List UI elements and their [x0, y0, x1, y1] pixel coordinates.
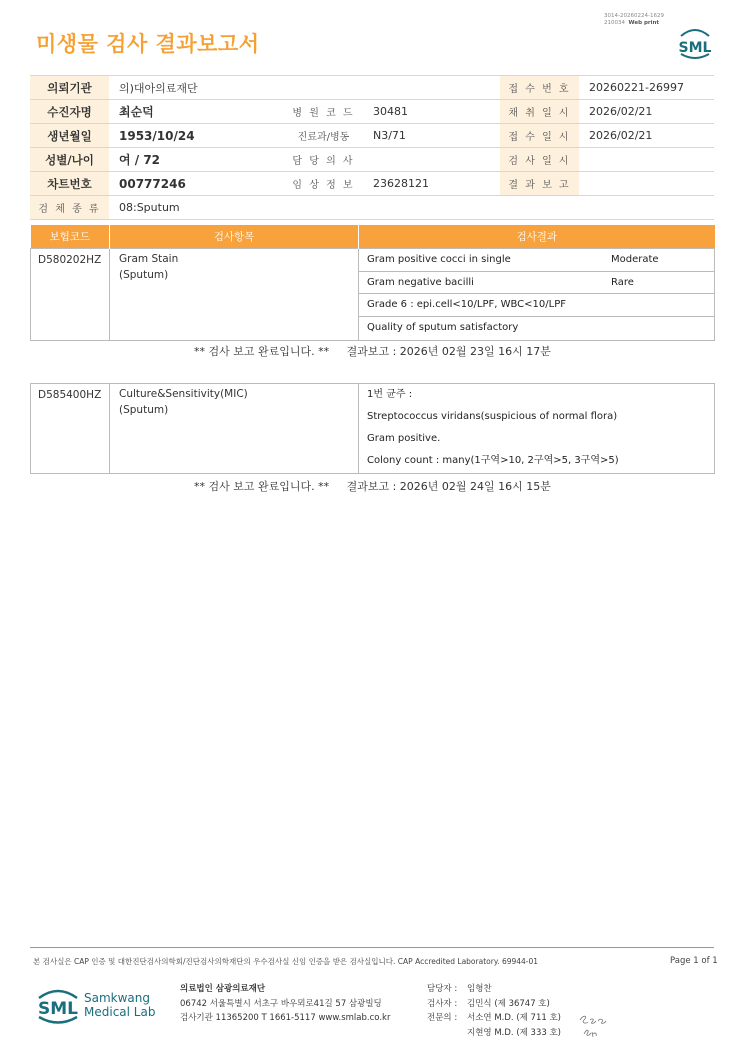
test-code: D585400HZ: [31, 384, 110, 474]
test-item-specimen: (Sputum): [119, 404, 169, 416]
receipt-no-value: 20260221-26997: [579, 76, 714, 100]
org-name: 의료법인 삼광의료재단: [180, 984, 266, 994]
print-metadata: [604, 13, 664, 27]
patient-label: 수진자명: [30, 100, 109, 124]
result-text: Gram negative bacilli: [367, 276, 474, 288]
test-code: D580202HZ: [31, 249, 110, 341]
clinical-value: 23628121: [363, 172, 500, 196]
result-text: Grade 6 : epi.cell<10/LPF, WBC<10/LPF: [367, 299, 566, 310]
collect-date-label: 채 취 일 시: [500, 100, 579, 124]
chart-no-label: 차트번호: [30, 172, 109, 196]
report-title: 미생물 검사 결과보고서: [36, 32, 260, 56]
staff-info: [427, 982, 561, 1040]
test-item: [110, 384, 359, 474]
specialist-label: 전문의 :: [427, 1013, 458, 1023]
print-code: 3014-20260224-1629: [604, 13, 664, 19]
col-header-code: 보험코드: [31, 225, 110, 249]
samkwang-logo-icon: [36, 984, 160, 1026]
manager-label: 담당자 :: [427, 984, 458, 994]
report-complete-note: ** 검사 보고 완료입니다. ** 결과보고 : 2026년 02월 24일 16시 15분: [194, 480, 551, 493]
birth-label: 생년월일: [30, 124, 109, 148]
hospital-code-value: 30481: [363, 100, 500, 124]
sml-logo-text: SML: [678, 40, 712, 56]
report-label: 결 과 보 고: [500, 172, 579, 196]
tester-label: 검사자 :: [427, 998, 458, 1009]
result-row: [359, 317, 714, 339]
info-row: [30, 76, 714, 100]
report-complete-note: ** 검사 보고 완료입니다. ** 결과보고 : 2026년 02월 23일 16시 17분: [194, 345, 551, 358]
org-address: 06742 서울특별시 서초구 바우뫼로41길 57 삼광빌딩: [180, 998, 382, 1009]
receipt-no-label: 접 수 번 호: [500, 76, 579, 100]
manager-name: 임형찬: [467, 984, 492, 994]
specialist-name-2: 지현영 M.D. (제 333 호): [467, 1027, 562, 1038]
specimen-value: 08:Sputum: [109, 196, 714, 220]
print-time: 210034: [604, 20, 625, 26]
logo-name-line2: Medical Lab: [84, 1005, 156, 1019]
sex-age-label: 성별/나이: [30, 148, 109, 172]
info-row: [30, 196, 714, 220]
patient-info-table: [30, 75, 714, 220]
chart-no-value: 00777246: [109, 172, 284, 196]
info-row: [30, 172, 714, 196]
signature-icon: [576, 1010, 612, 1040]
test-results: [359, 384, 715, 474]
result-value: Moderate: [611, 254, 659, 265]
test-item-specimen: (Sputum): [119, 269, 169, 281]
doctor-value: [363, 148, 500, 172]
certification-text: 본 검사실은 CAP 인증 및 대한진단검사의학회/진단검사의학재단의 우수검사실 신임 인증을 받은 검사실입니다. CAP Accredited Laboratory. 69944-01: [33, 957, 539, 966]
table-row: [31, 249, 715, 341]
test-date-label: 검 사 일 시: [500, 148, 579, 172]
info-row: [30, 148, 714, 172]
tester-name: 김민식 (제 36747 호): [467, 998, 550, 1009]
result-text: Gram positive cocci in single: [367, 254, 511, 265]
sex-age-value: 여 / 72: [109, 148, 284, 172]
print-mode: Web print: [628, 20, 660, 26]
result-row: [359, 294, 714, 317]
birth-value: 1953/10/24: [109, 124, 284, 148]
receipt-date-label: 접 수 일 시: [500, 124, 579, 148]
result-row: [359, 249, 714, 272]
result-text: Quality of sputum satisfactory: [367, 321, 519, 333]
footer-divider: [30, 947, 714, 948]
table-row: [31, 384, 715, 474]
collect-date-value: 2026/02/21: [579, 100, 714, 124]
org-contact: 검사기관 11365200 T 1661-5117 www.smlab.co.kr: [180, 1013, 391, 1023]
col-header-result: 검사결과: [359, 225, 715, 249]
result-line: Gram positive.: [367, 433, 441, 444]
result-line: Colony count : many(1구역>10, 2구역>5, 3구역>5): [367, 455, 619, 466]
specimen-label: 검 체 종 류: [30, 196, 109, 220]
page-number: Page 1 of 1: [670, 956, 718, 966]
hospital-code-label: 병 원 코 드: [284, 100, 363, 124]
result-line: Streptococcus viridans(suspicious of normal flora): [367, 411, 618, 422]
culture-table: [30, 383, 715, 474]
result-value: Rare: [611, 276, 634, 288]
logo-name-line1: Samkwang: [84, 991, 150, 1005]
test-item: [110, 249, 359, 341]
result-line: 1번 균주 :: [367, 389, 413, 400]
doctor-label: 담 당 의 사: [284, 148, 363, 172]
specialist-name-1: 서소연 M.D. (제 711 호): [467, 1013, 562, 1023]
dept-label: 진료과/병동: [284, 124, 363, 148]
col-header-item: 검사항목: [110, 225, 359, 249]
result-row: [359, 272, 714, 295]
report-value: [579, 172, 714, 196]
gram-stain-table: [30, 225, 715, 341]
institution-label: 의뢰기관: [30, 76, 109, 100]
test-results: [359, 249, 715, 341]
logo-word: SML: [38, 999, 78, 1019]
info-row: [30, 100, 714, 124]
dept-value: N3/71: [363, 124, 500, 148]
test-date-value: [579, 148, 714, 172]
info-row: [30, 124, 714, 148]
institution-value: 의)대아의료재단: [109, 76, 500, 100]
test-item-name: Gram Stain: [119, 253, 179, 265]
organization-info: [180, 982, 390, 1026]
clinical-label: 임 상 정 보: [284, 172, 363, 196]
patient-value: 최순덕: [109, 100, 284, 124]
receipt-date-value: 2026/02/21: [579, 124, 714, 148]
test-item-name: Culture&Sensitivity(MIC): [119, 388, 248, 400]
sml-logo-icon: [676, 26, 714, 60]
